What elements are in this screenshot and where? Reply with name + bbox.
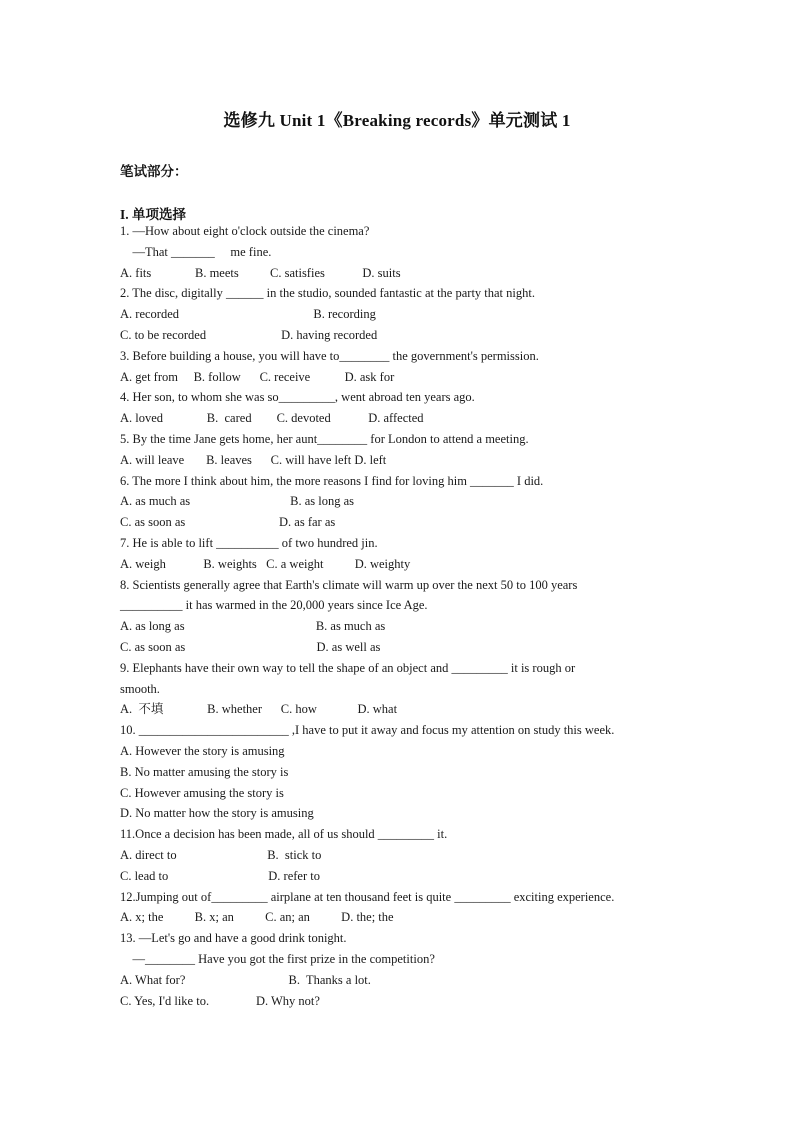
question-line: 11.Once a decision has been made, all of us should _________ it. [120,827,448,842]
question-line: 5. By the time Jane gets home, her aunt________ for London to attend a meeting. [120,432,529,446]
question-line: C. Yes, I'd like to. D. Why not? [120,993,320,1008]
question-line: D. No matter how the story is amusing [120,806,314,821]
section-heading-written: 笔试部分： [120,164,188,179]
document-title: 选修九 Unit 1《Breaking records》单元测试 1 [223,111,571,130]
question-line: 3. Before building a house, you will have to________ the government's permission. [120,348,539,363]
question-line: C. as soon as D. as far as [120,515,336,530]
question-line: 12.Jumping out of_________ airplane at ten thousand feet is quite _________ exciting experience. [120,889,615,904]
question-line: C. as soon as D. as well as [120,640,381,654]
question-line: A. fits B. meets C. satisfies D. suits [120,265,401,280]
question-line: 9. Elephants have their own way to tell the shape of an object and _________ it is rough or [120,660,576,675]
question-line: __________ it has warmed in the 20,000 years since Ice Age. [120,598,428,613]
question-line: smooth. [120,681,160,696]
question-line: 10. ________________________ ,I have to put it away and focus my attention on study this week. [120,723,615,738]
question-line: 7. He is able to lift __________ of two hundred jin. [120,536,378,550]
question-line: A. as much as B. as long as [120,494,355,509]
question-line: A. recorded B. recording [120,307,376,322]
question-line: A. as long as B. as much as [120,619,386,634]
question-line: 1. —How about eight o'clock outside the cinema? [120,224,370,238]
question-line: 8. Scientists generally agree that Earth's climate will warm up over the next 50 to 100 years [120,577,578,592]
question-line: A. loved B. cared C. devoted D. affected [120,411,424,426]
question-line: 6. The more I think about him, the more reasons I find for loving him _______ I did. [120,473,544,488]
question-line: 13. —Let's go and have a good drink tonight. [120,931,347,946]
question-line: B. No matter amusing the story is [120,764,289,779]
question-line: C. lead to D. refer to [120,868,320,883]
question-line: A. However the story is amusing [120,744,285,758]
question-line: A. x; the B. x; an C. an; an D. the; the [120,910,394,925]
question-line: 4. Her son, to whom she was so_________, went abroad ten years ago. [120,390,475,405]
question-line: A. direct to B. stick to [120,848,322,862]
question-line: A. will leave B. leaves C. will have left D. left [120,452,387,467]
question-line: A. weigh B. weights C. a weight D. weighty [120,556,411,571]
section-heading-multiple-choice: I. 单项选择 [120,207,187,222]
question-line: C. However amusing the story is [120,785,284,800]
question-line: —________ Have you got the first prize in the competition? [120,952,435,966]
question-line: C. to be recorded D. having recorded [120,328,378,342]
question-line: A. What for? B. Thanks a lot. [120,972,371,987]
question-line: A. get from B. follow C. receive D. ask for [120,369,395,384]
question-line: —That _______ me fine. [120,244,272,259]
question-line: A. 不填 B. whether C. how D. what [120,702,398,717]
question-line: 2. The disc, digitally ______ in the studio, sounded fantastic at the party that night. [120,286,535,301]
